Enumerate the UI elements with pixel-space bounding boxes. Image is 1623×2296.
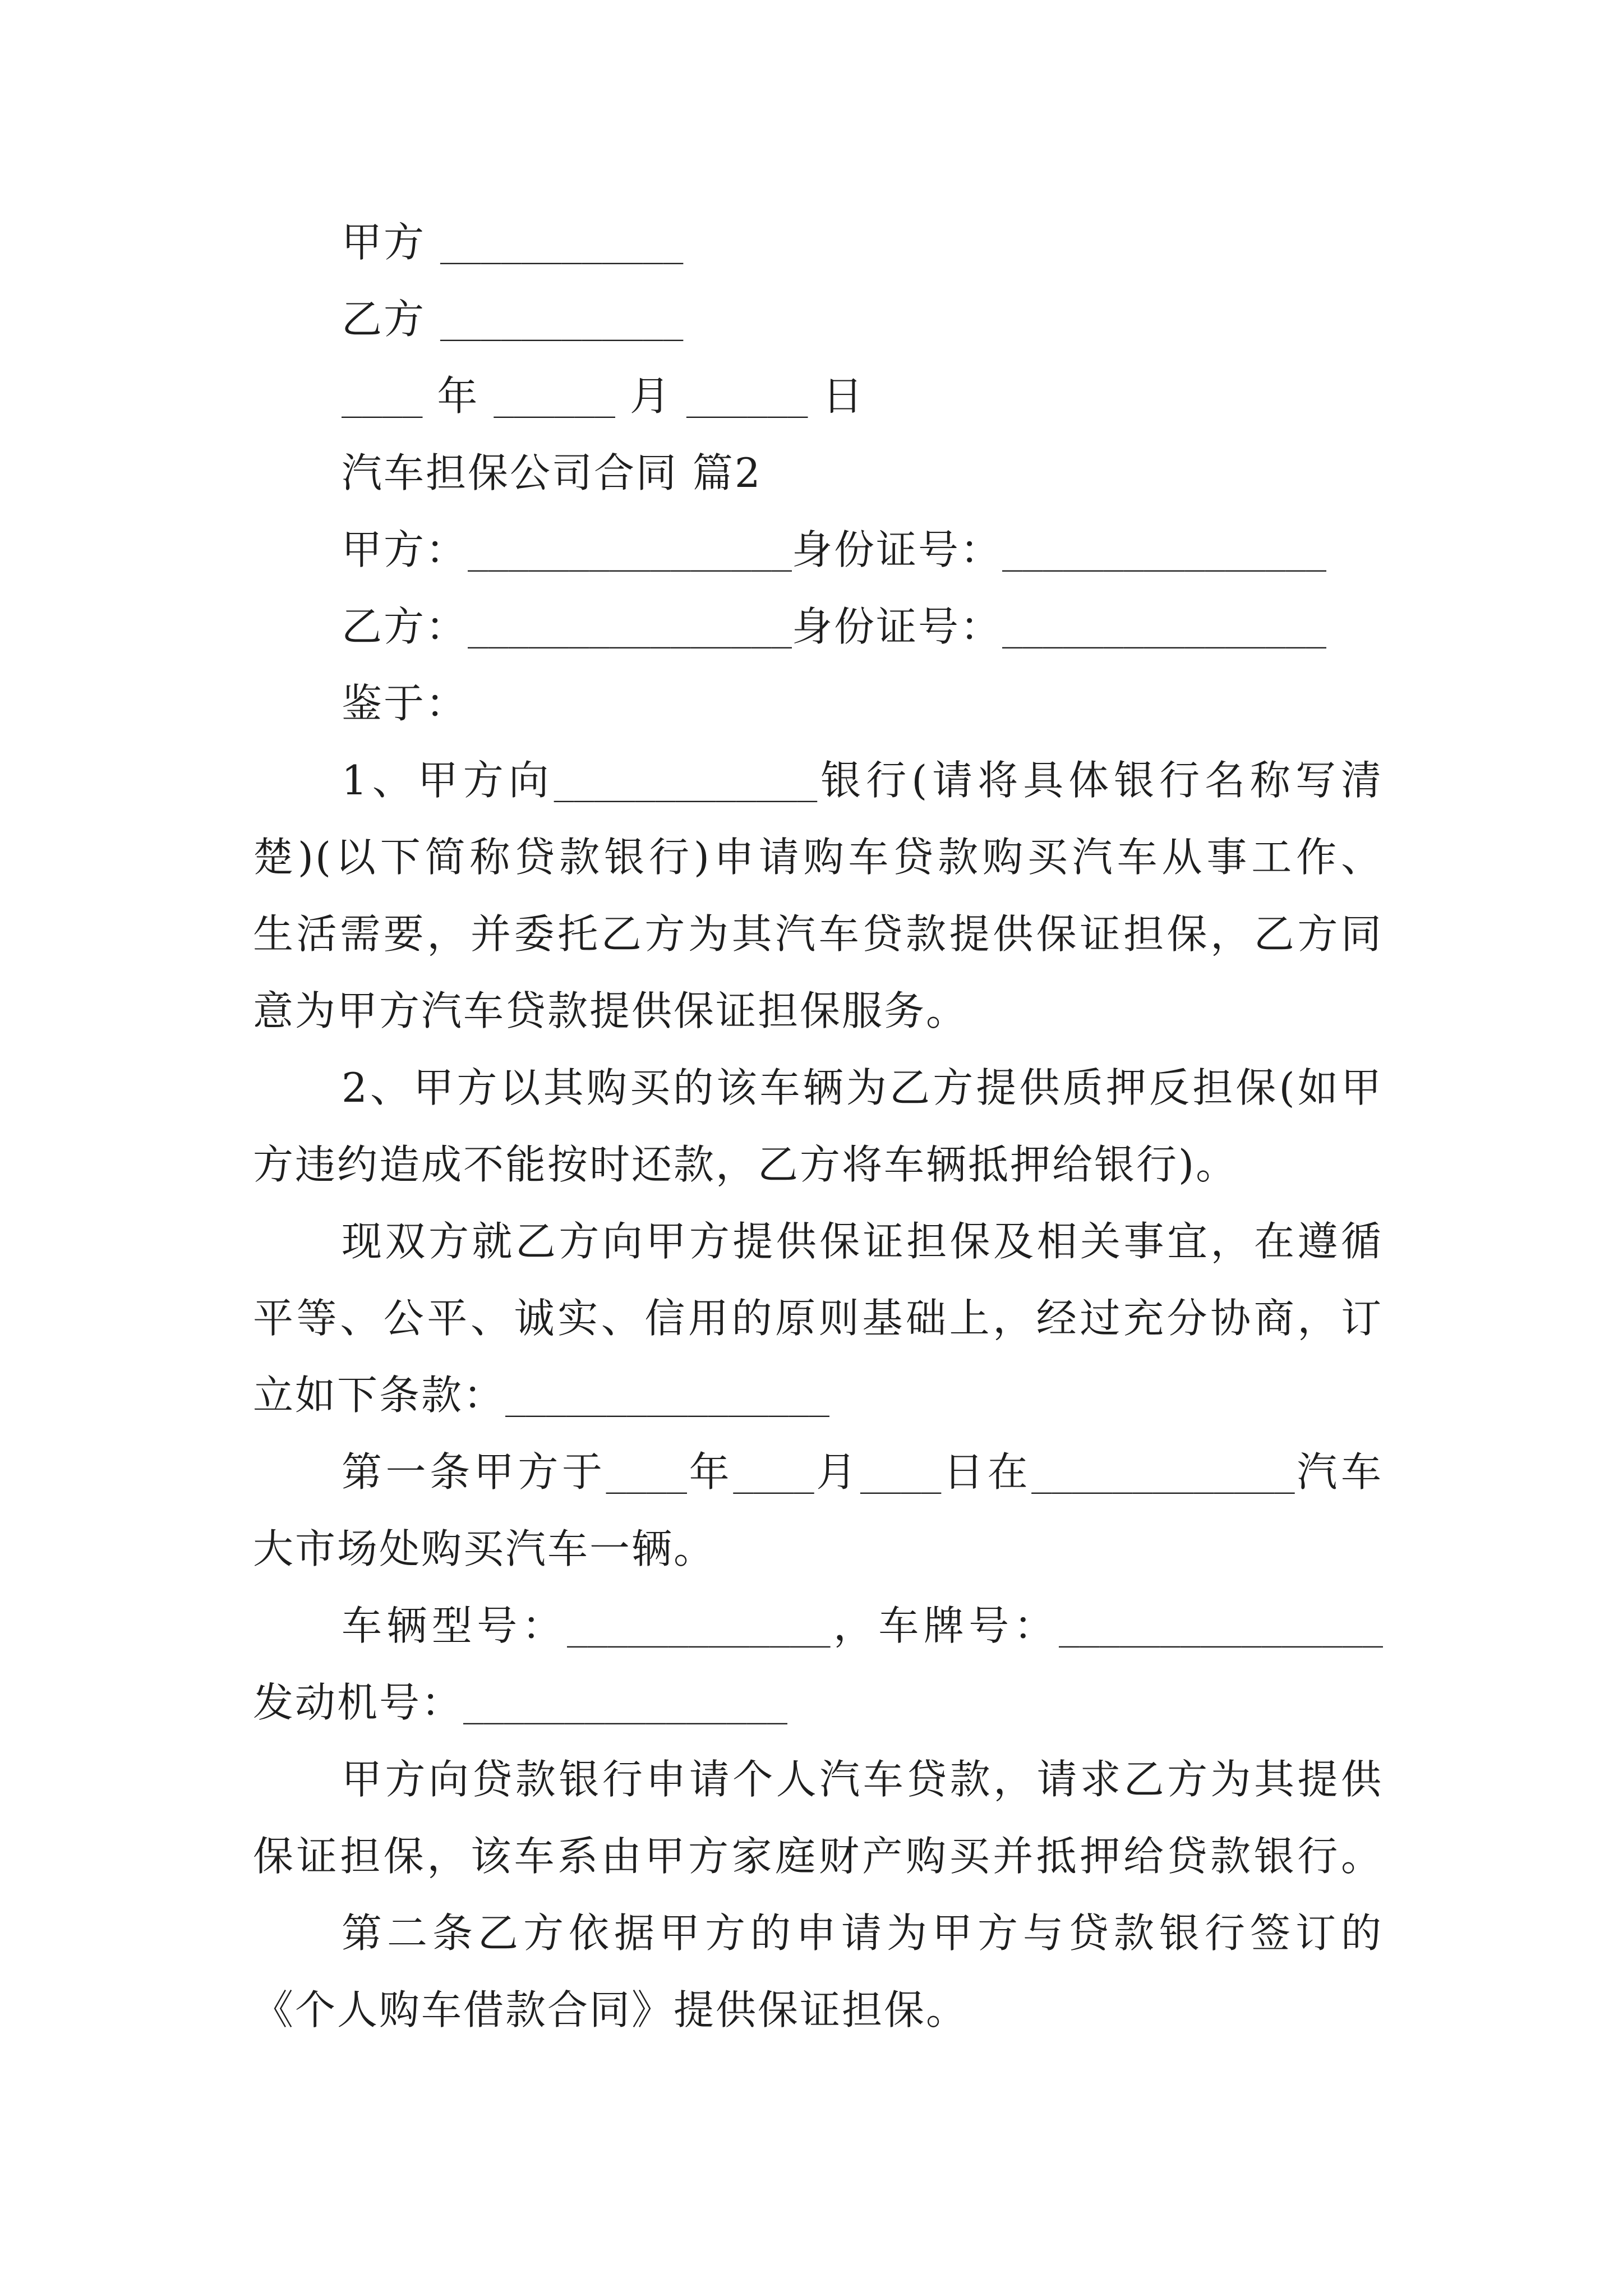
recital-2-line-1: 2、甲方以其购买的该车辆为乙方提供质押反担保(如甲 <box>342 1064 1383 1111</box>
date-month-label: 月 <box>615 372 686 420</box>
purchase-day-blank: ____ <box>860 1455 942 1494</box>
party-a-id-label: 身份证号： <box>791 526 1002 573</box>
clause-1-text-start: 第一条甲方于 <box>342 1448 606 1496</box>
engine-number-blank: ________________ <box>463 1686 787 1725</box>
party-b-line <box>253 588 1383 665</box>
date-day-blank: ______ <box>686 379 808 418</box>
preamble-line-2: 平等、公平、诚实、信用的原则基础上，经过充分协商，订 <box>253 1295 1383 1342</box>
purchase-day-label: 日在 <box>941 1448 1032 1496</box>
contract-title: 汽车担保公司合同 篇2 <box>342 449 762 496</box>
recital-1-line-1 <box>253 742 1383 819</box>
date-month-blank: ______ <box>494 379 616 418</box>
vehicle-model-label: 车辆型号： <box>342 1602 567 1649</box>
party-a-signature-label: 甲方 <box>342 219 440 266</box>
date-year-label: 年 <box>422 372 494 420</box>
whereas-heading: 鉴于： <box>342 680 468 727</box>
date-year-blank: ____ <box>342 379 423 418</box>
signing-date-line <box>253 358 1383 435</box>
recital-1-line-3: 生活需要，并委托乙方为其汽车贷款提供保证担保，乙方同 <box>253 910 1383 958</box>
plate-number-label: ，车牌号： <box>830 1602 1059 1649</box>
document-body <box>253 204 1383 2049</box>
loan-application-line-1: 甲方向贷款银行申请个人汽车贷款，请求乙方为其提供 <box>342 1756 1383 1803</box>
party-a-name-blank: ________________ <box>468 533 792 572</box>
clause-1-line-1 <box>253 1434 1383 1511</box>
party-a-label: 甲方： <box>342 526 468 573</box>
party-b-id-blank: ________________ <box>1002 610 1326 649</box>
party-b-signature-blank: ____________ <box>440 302 684 342</box>
recital-1-text-start: 1、甲方向 <box>342 757 554 804</box>
purchase-year-blank: ____ <box>606 1455 688 1494</box>
engine-number-label: 发动机号： <box>253 1679 464 1726</box>
plate-number-blank: ________________ <box>1059 1609 1383 1648</box>
bank-name-blank: _____________ <box>554 763 818 803</box>
clause-2-line-1: 第二条乙方依据甲方的申请为甲方与贷款银行签订的 <box>342 1910 1383 1957</box>
party-a-id-blank: ________________ <box>1002 533 1326 572</box>
recital-1-line-4: 意为甲方汽车贷款提供保证担保服务。 <box>253 987 969 1034</box>
date-day-label: 日 <box>808 372 865 420</box>
purchase-year-label: 年 <box>687 1448 734 1496</box>
party-b-id-label: 身份证号： <box>791 603 1002 650</box>
party-b-signature-label: 乙方 <box>342 296 440 343</box>
recital-1-line-2: 楚)(以下简称贷款银行)申请购车贷款购买汽车从事工作、 <box>253 834 1383 881</box>
loan-application-line-2: 保证担保，该车系由甲方家庭财产购买并抵押给贷款银行。 <box>253 1833 1383 1880</box>
clause-1-text-end: 汽车 <box>1294 1448 1383 1496</box>
purchase-month-label: 月 <box>814 1448 860 1496</box>
preamble-line-1: 现双方就乙方向甲方提供保证担保及相关事宜，在遵循 <box>342 1218 1383 1265</box>
party-b-name-blank: ________________ <box>468 610 792 649</box>
clause-1-line-2: 大市场处购买汽车一辆。 <box>253 1525 716 1572</box>
party-a-signature-line <box>253 204 1383 281</box>
purchase-month-blank: ____ <box>733 1455 814 1494</box>
vehicle-info-line-2 <box>253 1664 1383 1741</box>
vehicle-model-blank: _____________ <box>567 1609 831 1648</box>
recital-2-line-2: 方违约造成不能按时还款，乙方将车辆抵押给银行)。 <box>253 1141 1238 1188</box>
party-a-line <box>253 512 1383 588</box>
preamble-line-3 <box>253 1357 1383 1434</box>
party-a-signature-blank: ____________ <box>440 226 684 265</box>
party-b-label: 乙方： <box>342 603 468 650</box>
recital-1-text-end: 银行(请将具体银行名称写清 <box>817 757 1383 804</box>
clause-2-line-2: 《个人购车借款合同》提供保证担保。 <box>253 1986 969 2033</box>
preamble-text: 立如下条款： <box>253 1372 506 1419</box>
purchase-place-blank: _____________ <box>1031 1455 1295 1494</box>
vehicle-info-line-1 <box>253 1588 1383 1664</box>
party-b-signature-line <box>253 281 1383 358</box>
terms-blank: ________________ <box>505 1378 829 1418</box>
